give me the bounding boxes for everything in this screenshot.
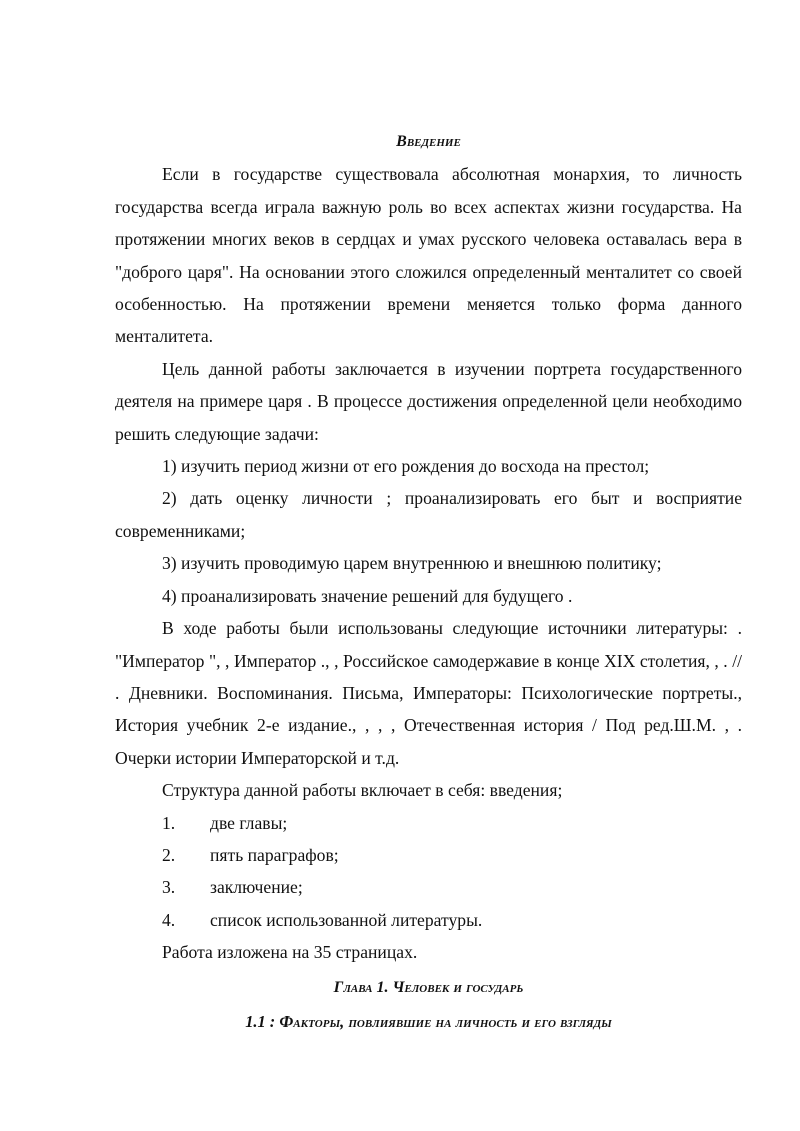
list-number: 4. [162, 909, 176, 930]
intro-heading: Введение [396, 133, 461, 150]
list-text: список использованной литературы. [210, 909, 483, 930]
task-1: 1) изучить период жизни от его рождения до восхода на престол; [162, 456, 650, 477]
list-number: 3. [162, 877, 176, 898]
task-3: 3) изучить проводимую царем внутреннюю и внешнюю политику; [162, 553, 662, 574]
structure-list-item [115, 904, 742, 936]
paragraph-structure: Структура данной работы включает в себя: введения; [162, 780, 563, 801]
list-text: две главы; [210, 812, 288, 833]
section-heading: 1.1 : Факторы, повлиявшие на личность и его взгляды [245, 1011, 612, 1031]
paragraph-intro: Если в государстве существовала абсолютная монархия, то личность государства всегда играла важную роль во всех аспектах жизни государства. На протяжении многих веков в сердцах и умах русского человека оставалась вера в "доброго царя". На основании этого сложился определенный менталитет со своей особенностью. На протяжении времени меняется только форма данного менталитета. [115, 164, 742, 347]
list-text: заключение; [210, 877, 303, 898]
list-number: 2. [162, 844, 176, 865]
paragraph-goal: Цель данной работы заключается в изучении портрета государственного деятеля на примере царя . В процессе достижения определенной цели необходимо решить следующие задачи: [115, 358, 742, 444]
task-4: 4) проанализировать значение решений для будущего . [162, 585, 573, 606]
structure-list-item [115, 807, 742, 839]
list-text: пять параграфов; [210, 844, 339, 865]
structure-list-item [115, 871, 742, 903]
paragraph-sources: В ходе работы были использованы следующие источники литературы: . "Император ", , Император ., , Российское самодержавие в конце XIX столетия, , . // . Дневники. Воспоминания. Письма, Императоры: Психологические портреты., История учебник 2-е издание., , , , Отечественная история / Под ред.Ш.М. , . Очерки истории Императорской и т.д. [115, 618, 742, 768]
structure-list-item [115, 839, 742, 871]
pages-note: Работа изложена на 35 страницах. [162, 942, 418, 963]
document-body [115, 126, 742, 1038]
list-number: 1. [162, 812, 176, 833]
chapter-heading: Глава 1. Человек и государь [333, 978, 524, 996]
task-2: 2) дать оценку личности ; проанализировать его быт и восприятие современниками; [115, 488, 742, 541]
